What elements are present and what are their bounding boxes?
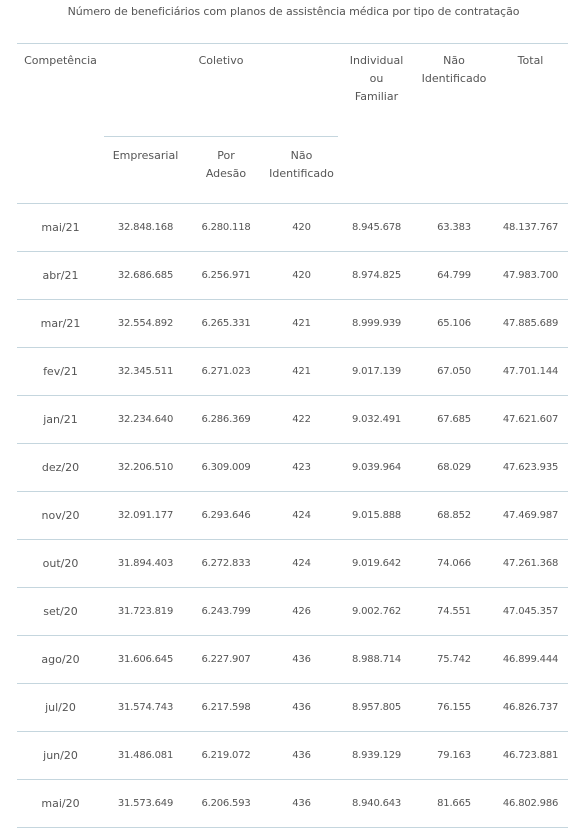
header-nao-identificado-line2: Identificado (421, 72, 487, 85)
empresarial-cell: 31.486.081 (117, 750, 174, 761)
coletivo-nao-identificado-cell: 436 (292, 750, 311, 761)
empresarial-cell: 32.091.177 (117, 510, 174, 521)
empresarial-cell: 31.574.743 (117, 702, 174, 713)
total-cell: 47.045.357 (502, 606, 559, 617)
individual-familiar-cell: 8.988.714 (351, 654, 402, 665)
por-adesao-cell: 6.309.009 (201, 462, 251, 473)
header-sub-empty (415, 137, 493, 204)
header-coletivo-nao-identificado-line1: Não (290, 149, 313, 162)
competencia-cell: mai/20 (41, 797, 80, 810)
por-adesao-cell: 6.286.369 (201, 414, 251, 425)
header-nao-identificado-line1: Não (443, 54, 465, 67)
por-adesao-cell: 6.243.799 (201, 606, 251, 617)
header-nao-identificado (415, 44, 493, 137)
por-adesao-cell: 6.227.907 (201, 654, 251, 665)
header-empresarial (104, 137, 187, 204)
total-cell: 47.983.700 (502, 270, 559, 281)
table-row (17, 684, 568, 732)
por-adesao-cell: 6.271.023 (201, 366, 251, 377)
nao-identificado-cell: 65.106 (437, 318, 471, 329)
competencia-cell: mai/21 (41, 221, 80, 234)
empresarial-cell: 31.723.819 (117, 606, 174, 617)
competencia-cell: abr/21 (42, 269, 79, 282)
empresarial-cell: 32.554.892 (117, 318, 174, 329)
individual-familiar-cell: 9.017.139 (351, 366, 402, 377)
nao-identificado-cell: 76.155 (437, 702, 471, 713)
coletivo-nao-identificado-cell: 436 (292, 798, 311, 809)
empresarial-cell: 31.894.403 (117, 558, 174, 569)
coletivo-nao-identificado-cell: 424 (292, 510, 311, 521)
beneficiaries-table (17, 43, 568, 828)
total-cell: 48.137.767 (502, 222, 559, 233)
competencia-cell: ago/20 (41, 653, 80, 666)
empresarial-cell: 31.606.645 (117, 654, 174, 665)
por-adesao-cell: 6.272.833 (201, 558, 251, 569)
por-adesao-cell: 6.293.646 (201, 510, 251, 521)
table-row (17, 636, 568, 684)
table-row (17, 492, 568, 540)
nao-identificado-cell: 74.066 (437, 558, 471, 569)
competencia-cell: fev/21 (43, 365, 78, 378)
table-row (17, 348, 568, 396)
table-row (17, 204, 568, 252)
table-header (17, 44, 568, 204)
header-sub-empty (493, 137, 568, 204)
nao-identificado-cell: 81.665 (437, 798, 471, 809)
table-row (17, 588, 568, 636)
nao-identificado-cell: 79.163 (437, 750, 471, 761)
total-cell: 47.469.987 (502, 510, 559, 521)
individual-familiar-cell: 9.015.888 (351, 510, 402, 521)
por-adesao-cell: 6.206.593 (201, 798, 251, 809)
header-por-adesao-line2: Adesão (205, 167, 247, 180)
total-cell: 47.261.368 (502, 558, 559, 569)
header-coletivo-nao-identificado (265, 137, 338, 204)
header-coletivo-nao-identificado-line2: Identificado (269, 167, 334, 180)
header-competencia-label: Competência (24, 54, 97, 67)
individual-familiar-cell: 8.939.129 (351, 750, 402, 761)
table-row (17, 780, 568, 828)
individual-familiar-cell: 9.039.964 (351, 462, 402, 473)
individual-familiar-cell: 8.974.825 (351, 270, 402, 281)
individual-familiar-cell: 8.945.678 (351, 222, 402, 233)
total-cell: 46.723.881 (502, 750, 559, 761)
table-row (17, 252, 568, 300)
competencia-cell: jun/20 (43, 749, 78, 762)
header-sub-empty (17, 137, 104, 204)
table-row (17, 396, 568, 444)
header-row-sub (17, 137, 568, 204)
header-sub-empty (338, 137, 415, 204)
table-row (17, 540, 568, 588)
empresarial-cell: 32.686.685 (117, 270, 174, 281)
empresarial-cell: 32.345.511 (117, 366, 174, 377)
coletivo-nao-identificado-cell: 421 (292, 318, 311, 329)
header-por-adesao (187, 137, 265, 204)
coletivo-nao-identificado-cell: 436 (292, 702, 311, 713)
por-adesao-cell: 6.280.118 (201, 222, 251, 233)
individual-familiar-cell: 8.999.939 (351, 318, 402, 329)
competencia-cell: jul/20 (45, 701, 76, 714)
header-individual-line1: Individual (349, 54, 404, 67)
header-total-label: Total (517, 54, 544, 67)
header-row-main (17, 44, 568, 137)
coletivo-nao-identificado-cell: 422 (292, 414, 311, 425)
coletivo-nao-identificado-cell: 436 (292, 654, 311, 665)
competencia-cell: out/20 (42, 557, 79, 570)
header-total (493, 44, 568, 137)
header-empresarial-label: Empresarial (112, 149, 179, 162)
nao-identificado-cell: 64.799 (437, 270, 471, 281)
competencia-cell: jan/21 (43, 413, 78, 426)
table-caption: Número de beneficiários com planos de assistência médica por tipo de contratação (67, 5, 520, 18)
table-row (17, 732, 568, 780)
coletivo-nao-identificado-cell: 426 (292, 606, 311, 617)
individual-familiar-cell: 8.940.643 (351, 798, 402, 809)
header-coletivo-label: Coletivo (198, 54, 244, 67)
empresarial-cell: 31.573.649 (117, 798, 174, 809)
coletivo-nao-identificado-cell: 420 (292, 222, 311, 233)
coletivo-nao-identificado-cell: 423 (292, 462, 311, 473)
por-adesao-cell: 6.217.598 (201, 702, 251, 713)
nao-identificado-cell: 75.742 (437, 654, 471, 665)
nao-identificado-cell: 68.029 (437, 462, 471, 473)
competencia-cell: dez/20 (41, 461, 80, 474)
coletivo-nao-identificado-cell: 421 (292, 366, 311, 377)
total-cell: 47.621.607 (502, 414, 559, 425)
competencia-cell: set/20 (43, 605, 78, 618)
empresarial-cell: 32.848.168 (117, 222, 174, 233)
por-adesao-cell: 6.265.331 (201, 318, 251, 329)
table-row (17, 444, 568, 492)
header-coletivo (104, 44, 338, 137)
table-body (17, 204, 568, 828)
coletivo-nao-identificado-cell: 424 (292, 558, 311, 569)
nao-identificado-cell: 74.551 (437, 606, 471, 617)
nao-identificado-cell: 63.383 (437, 222, 471, 233)
total-cell: 46.826.737 (502, 702, 559, 713)
por-adesao-cell: 6.219.072 (201, 750, 251, 761)
empresarial-cell: 32.234.640 (117, 414, 174, 425)
total-cell: 47.701.144 (502, 366, 559, 377)
header-competencia (17, 44, 104, 137)
total-cell: 47.623.935 (502, 462, 559, 473)
competencia-cell: nov/20 (41, 509, 80, 522)
table-row (17, 300, 568, 348)
header-individual-line3: Familiar (354, 90, 399, 103)
por-adesao-cell: 6.256.971 (201, 270, 251, 281)
nao-identificado-cell: 67.050 (437, 366, 471, 377)
individual-familiar-cell: 8.957.805 (351, 702, 402, 713)
individual-familiar-cell: 9.002.762 (351, 606, 402, 617)
total-cell: 46.802.986 (502, 798, 559, 809)
total-cell: 46.899.444 (502, 654, 559, 665)
nao-identificado-cell: 68.852 (437, 510, 471, 521)
nao-identificado-cell: 67.685 (437, 414, 471, 425)
coletivo-nao-identificado-cell: 420 (292, 270, 311, 281)
individual-familiar-cell: 9.019.642 (351, 558, 402, 569)
header-individual-line2: ou (369, 72, 384, 85)
empresarial-cell: 32.206.510 (117, 462, 174, 473)
header-individual (338, 44, 415, 137)
competencia-cell: mar/21 (40, 317, 81, 330)
total-cell: 47.885.689 (502, 318, 559, 329)
header-por-adesao-line1: Por (217, 149, 235, 162)
individual-familiar-cell: 9.032.491 (351, 414, 402, 425)
